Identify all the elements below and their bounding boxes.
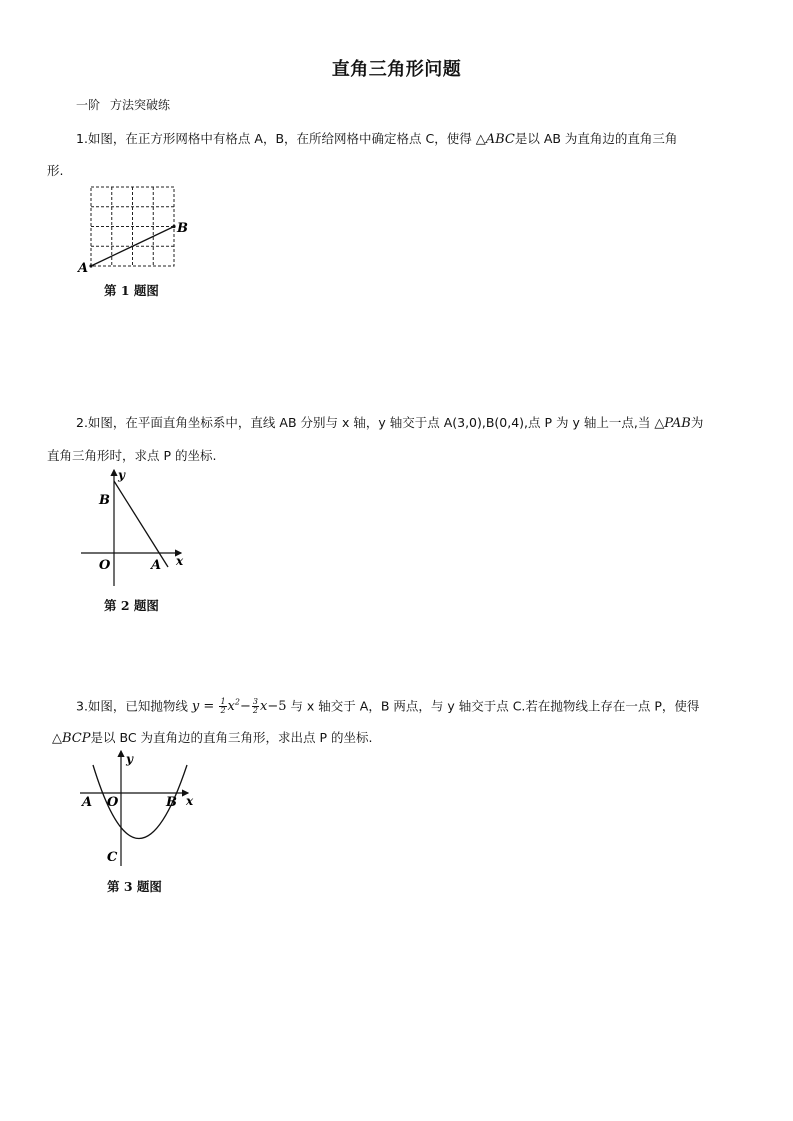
q2-label-o: O: [99, 558, 111, 573]
q2-label-y: y: [118, 468, 125, 482]
q3-label-x: x: [186, 794, 194, 808]
q3-label-a: A: [82, 795, 93, 810]
q3-triangle-math: △BCP: [52, 731, 91, 746]
q2-line-ab: [114, 481, 168, 567]
q3-eq-constant: −5: [267, 699, 287, 715]
q2-coordinate-figure: [78, 462, 193, 592]
page-title: 直角三角形问题: [331, 59, 462, 80]
q3-eq-equals: =: [199, 699, 219, 715]
q2-caption: 第 2 题图: [104, 598, 159, 613]
q2-line1: [76, 415, 703, 431]
q3-eq-y: y: [191, 699, 200, 715]
q3-line2-text: 是以 BC 为直角边的直角三角形，求出点 P 的坐标.: [90, 730, 373, 745]
q1-text-prefix: 1.如图，在正方形网格中有格点 A，B，在所给网格中确定格点 C，使得: [76, 131, 476, 146]
q1-line2: 形.: [47, 163, 64, 178]
q3-label-y: y: [126, 752, 133, 766]
q3-fraction-half: $\frac{1}{2}$: [220, 697, 226, 716]
q1-grid-lines: [91, 187, 174, 266]
q1-label-b: B: [177, 221, 188, 236]
q3-label-b: B: [166, 795, 177, 810]
section-level: 一阶: [76, 98, 101, 112]
q3-line1: [76, 695, 699, 715]
q3-fraction-three-halves: $\frac{3}{2}$: [252, 697, 258, 716]
q1-label-a: A: [78, 261, 89, 276]
q2-label-x: x: [176, 554, 184, 568]
q2-triangle-math: △PAB: [654, 416, 691, 431]
q1-grid-figure: [74, 180, 204, 280]
q2-label-a: A: [151, 558, 162, 573]
q1-line1: [76, 131, 677, 147]
q3-text-suffix: 与 x 轴交于 A，B 两点，与 y 轴交于点 C.若在抛物线上存在一点 P，使得: [286, 698, 700, 714]
q3-eq-x: x: [259, 699, 268, 715]
q3-eq-exponent: 2: [234, 698, 240, 707]
q1-point-a: [89, 264, 92, 267]
q1-triangle-math: △ABC: [475, 132, 515, 147]
q2-text-suffix: 为: [690, 415, 704, 430]
q2-line2: 直角三角形时，求点 P 的坐标.: [47, 448, 217, 463]
q3-text-prefix: 3.如图，已知抛物线: [76, 698, 192, 714]
q1-text-suffix: 是以 AB 为直角边的直角三角: [514, 131, 678, 146]
q3-parabola-figure: [76, 748, 201, 876]
q3-eq-x-squared: x: [227, 699, 235, 715]
q2-label-b: B: [99, 493, 110, 508]
q3-equation: [192, 699, 287, 714]
q3-label-c: C: [107, 850, 118, 865]
section-name: 方法突破练: [110, 98, 171, 112]
q3-line2: [52, 730, 373, 746]
q3-caption: 第 3 题图: [107, 879, 162, 894]
q1-point-b: [172, 225, 175, 228]
q1-caption: 第 1 题图: [104, 283, 159, 298]
q3-eq-minus: −: [239, 699, 251, 715]
section-heading: [76, 96, 180, 113]
q2-text-prefix: 2.如图，在平面直角坐标系中，直线 AB 分别与 x 轴，y 轴交于点 A(3,0),B(0,4),点 P 为 y 轴上一点,当: [76, 415, 655, 430]
q3-label-o: O: [107, 795, 119, 810]
